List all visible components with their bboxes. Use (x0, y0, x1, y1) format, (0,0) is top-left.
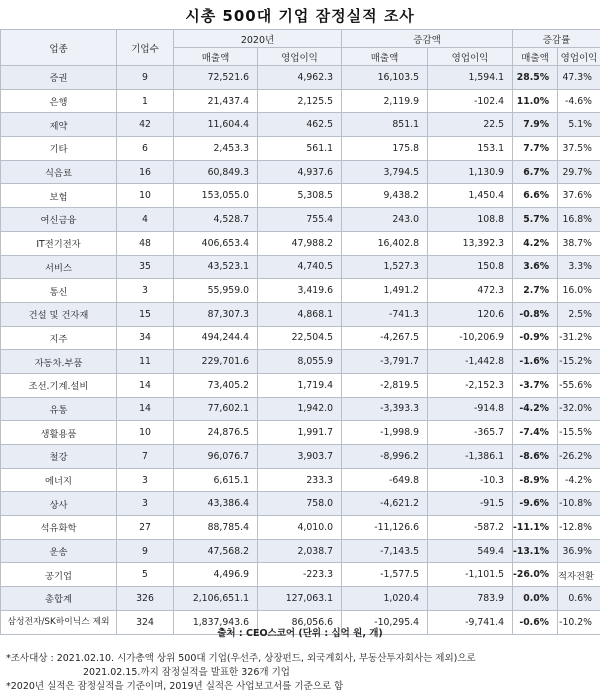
sales-cell: 24,876.5 (174, 421, 258, 445)
op-profit-cell: 561.1 (258, 137, 342, 161)
op-profit-cell: 5,308.5 (258, 184, 342, 208)
sales-cell: 4,496.9 (174, 563, 258, 587)
note-line-1: *조사대상 : 2021.02.10. 시가총액 상위 500대 기업(우선주, 상장펀드, 외국계회사, 부동산투자회사는 제외)으로 (6, 653, 476, 664)
count-cell: 11 (117, 350, 174, 374)
table-row (1, 231, 600, 255)
op-profit-cell: 1,991.7 (258, 421, 342, 445)
sales-change-cell: 243.0 (342, 208, 428, 232)
industry-cell: 철강 (1, 445, 117, 469)
sales-change-cell: 851.1 (342, 113, 428, 137)
table-row (1, 468, 600, 492)
op-profit-cell: -223.3 (258, 563, 342, 587)
op-profit-change-cell: -9,741.4 (428, 610, 513, 634)
sales-cell: 21,437.4 (174, 89, 258, 113)
table-row (1, 137, 600, 161)
sales-cell: 11,604.4 (174, 113, 258, 137)
sales-cell: 2,106,651.1 (174, 587, 258, 611)
count-cell: 6 (117, 137, 174, 161)
op-profit-cell: 2,125.5 (258, 89, 342, 113)
industry-cell: 여신금융 (1, 208, 117, 232)
header-industry: 업종 (1, 30, 117, 66)
op-profit-rate-cell: -10.8% (558, 492, 600, 516)
op-profit-cell: 86,056.6 (258, 610, 342, 634)
header-op-profit: 영업이익 (428, 48, 513, 66)
op-profit-cell: 2,038.7 (258, 539, 342, 563)
sales-rate-cell: -26.0% (513, 563, 558, 587)
sales-rate-cell: 4.2% (513, 231, 558, 255)
industry-cell: 삼성전자/SK하이닉스 제외 (1, 610, 117, 634)
industry-cell: 조선.기계.설비 (1, 373, 117, 397)
count-cell: 10 (117, 421, 174, 445)
op-profit-change-cell: -914.8 (428, 397, 513, 421)
op-profit-rate-cell: -55.6% (558, 373, 600, 397)
op-profit-cell: 127,063.1 (258, 587, 342, 611)
op-profit-change-cell: 120.6 (428, 302, 513, 326)
table-row (1, 160, 600, 184)
table-row (1, 66, 600, 90)
sales-rate-cell: -8.6% (513, 445, 558, 469)
header-sales: 매출액 (342, 48, 428, 66)
sales-cell: 2,453.3 (174, 137, 258, 161)
table-row (1, 302, 600, 326)
table-row (1, 516, 600, 540)
op-profit-change-cell: -1,442.8 (428, 350, 513, 374)
header-op-profit: 영업이익 (558, 48, 600, 66)
op-profit-change-cell: 1,450.4 (428, 184, 513, 208)
sales-cell: 494,244.4 (174, 326, 258, 350)
sales-cell: 153,055.0 (174, 184, 258, 208)
op-profit-cell: 755.4 (258, 208, 342, 232)
op-profit-rate-cell: -4.6% (558, 89, 600, 113)
op-profit-cell: 4,937.6 (258, 160, 342, 184)
op-profit-change-cell: 153.1 (428, 137, 513, 161)
table-row (1, 421, 600, 445)
industry-cell: 통신 (1, 279, 117, 303)
count-cell: 15 (117, 302, 174, 326)
sales-cell: 96,076.7 (174, 445, 258, 469)
sales-change-cell: 16,103.5 (342, 66, 428, 90)
sales-change-cell: -4,267.5 (342, 326, 428, 350)
op-profit-cell: 462.5 (258, 113, 342, 137)
op-profit-rate-cell: 5.1% (558, 113, 600, 137)
table-row (1, 492, 600, 516)
op-profit-cell: 4,962.3 (258, 66, 342, 90)
count-cell: 3 (117, 279, 174, 303)
note-line-3: *2020년 실적은 잠정실적을 기준이며, 2019년 실적은 사업보고서를 기준으로 함 (6, 681, 344, 692)
sales-rate-cell: -9.6% (513, 492, 558, 516)
sales-change-cell: -10,295.4 (342, 610, 428, 634)
count-cell: 35 (117, 255, 174, 279)
count-cell: 9 (117, 66, 174, 90)
op-profit-rate-cell: -15.2% (558, 350, 600, 374)
op-profit-cell: 4,010.0 (258, 516, 342, 540)
sales-change-cell: 16,402.8 (342, 231, 428, 255)
table-row (1, 113, 600, 137)
op-profit-change-cell: -587.2 (428, 516, 513, 540)
sales-rate-cell: -8.9% (513, 468, 558, 492)
sales-rate-cell: -7.4% (513, 421, 558, 445)
op-profit-cell: 3,903.7 (258, 445, 342, 469)
sales-change-cell: -649.8 (342, 468, 428, 492)
table-row (1, 184, 600, 208)
sales-change-cell: -7,143.5 (342, 539, 428, 563)
op-profit-change-cell: -365.7 (428, 421, 513, 445)
sales-cell: 72,521.6 (174, 66, 258, 90)
sales-change-cell: -741.3 (342, 302, 428, 326)
op-profit-cell: 8,055.9 (258, 350, 342, 374)
industry-cell: 지주 (1, 326, 117, 350)
op-profit-cell: 1,942.0 (258, 397, 342, 421)
sales-change-cell: 1,020.4 (342, 587, 428, 611)
table-row (1, 587, 600, 611)
op-profit-cell: 4,740.5 (258, 255, 342, 279)
op-profit-change-cell: -1,101.5 (428, 563, 513, 587)
results-table (0, 29, 600, 635)
op-profit-rate-cell: -26.2% (558, 445, 600, 469)
op-profit-rate-cell: 16.0% (558, 279, 600, 303)
count-cell: 14 (117, 397, 174, 421)
op-profit-change-cell: 783.9 (428, 587, 513, 611)
industry-cell: IT전기전자 (1, 231, 117, 255)
industry-cell: 증권 (1, 66, 117, 90)
op-profit-rate-cell: 29.7% (558, 160, 600, 184)
sales-change-cell: 1,491.2 (342, 279, 428, 303)
sales-change-cell: -3,791.7 (342, 350, 428, 374)
op-profit-rate-cell: 36.9% (558, 539, 600, 563)
industry-cell: 제약 (1, 113, 117, 137)
sales-rate-cell: 7.9% (513, 113, 558, 137)
industry-cell: 보험 (1, 184, 117, 208)
op-profit-change-cell: -2,152.3 (428, 373, 513, 397)
sales-rate-cell: 2.7% (513, 279, 558, 303)
sales-rate-cell: 6.6% (513, 184, 558, 208)
op-profit-cell: 233.3 (258, 468, 342, 492)
sales-change-cell: -2,819.5 (342, 373, 428, 397)
op-profit-rate-cell: -4.2% (558, 468, 600, 492)
header-year2020: 2020년 (174, 30, 342, 48)
sales-cell: 406,653.4 (174, 231, 258, 255)
op-profit-cell: 3,419.6 (258, 279, 342, 303)
sales-change-cell: -1,577.5 (342, 563, 428, 587)
page-title: 시총 500대 기업 잠정실적 조사 (185, 7, 415, 25)
sales-change-cell: 1,527.3 (342, 255, 428, 279)
industry-cell: 석유화학 (1, 516, 117, 540)
count-cell: 42 (117, 113, 174, 137)
sales-rate-cell: -0.6% (513, 610, 558, 634)
industry-cell: 기타 (1, 137, 117, 161)
sales-rate-cell: 11.0% (513, 89, 558, 113)
sales-change-cell: -8,996.2 (342, 445, 428, 469)
sales-cell: 87,307.3 (174, 302, 258, 326)
op-profit-rate-cell: 47.3% (558, 66, 600, 90)
header-change: 증감액 (342, 30, 513, 48)
op-profit-change-cell: 549.4 (428, 539, 513, 563)
table-row (1, 279, 600, 303)
sales-change-cell: -4,621.2 (342, 492, 428, 516)
op-profit-change-cell: 1,594.1 (428, 66, 513, 90)
industry-cell: 에너지 (1, 468, 117, 492)
op-profit-rate-cell: 38.7% (558, 231, 600, 255)
count-cell: 326 (117, 587, 174, 611)
op-profit-rate-cell: 37.5% (558, 137, 600, 161)
sales-rate-cell: 28.5% (513, 66, 558, 90)
count-cell: 4 (117, 208, 174, 232)
source-note: 출처 : CEO스코어 (단위 : 십억 원, 개) (217, 628, 383, 639)
op-profit-cell: 1,719.4 (258, 373, 342, 397)
sales-rate-cell: -0.8% (513, 302, 558, 326)
sales-cell: 6,615.1 (174, 468, 258, 492)
sales-cell: 55,959.0 (174, 279, 258, 303)
header-sales: 매출액 (513, 48, 558, 66)
count-cell: 10 (117, 184, 174, 208)
sales-rate-cell: -0.9% (513, 326, 558, 350)
sales-change-cell: 9,438.2 (342, 184, 428, 208)
op-profit-cell: 47,988.2 (258, 231, 342, 255)
sales-cell: 1,837,943.6 (174, 610, 258, 634)
count-cell: 3 (117, 468, 174, 492)
industry-cell: 생활용품 (1, 421, 117, 445)
op-profit-rate-cell: 3.3% (558, 255, 600, 279)
sales-rate-cell: -11.1% (513, 516, 558, 540)
sales-rate-cell: -1.6% (513, 350, 558, 374)
count-cell: 5 (117, 563, 174, 587)
sales-change-cell: 2,119.9 (342, 89, 428, 113)
count-cell: 34 (117, 326, 174, 350)
op-profit-change-cell: -1,386.1 (428, 445, 513, 469)
op-profit-rate-cell: -10.2% (558, 610, 600, 634)
op-profit-rate-cell: -31.2% (558, 326, 600, 350)
header-count: 기업수 (117, 30, 174, 66)
sales-cell: 4,528.7 (174, 208, 258, 232)
industry-cell: 식음료 (1, 160, 117, 184)
industry-cell: 건설 및 건자재 (1, 302, 117, 326)
sales-cell: 77,602.1 (174, 397, 258, 421)
sales-rate-cell: -4.2% (513, 397, 558, 421)
count-cell: 16 (117, 160, 174, 184)
count-cell: 1 (117, 89, 174, 113)
op-profit-change-cell: 108.8 (428, 208, 513, 232)
sales-cell: 60,849.3 (174, 160, 258, 184)
op-profit-change-cell: 13,392.3 (428, 231, 513, 255)
sales-change-cell: -1,998.9 (342, 421, 428, 445)
count-cell: 3 (117, 492, 174, 516)
op-profit-rate-cell: -15.5% (558, 421, 600, 445)
op-profit-rate-cell: -32.0% (558, 397, 600, 421)
sales-rate-cell: 7.7% (513, 137, 558, 161)
op-profit-change-cell: -10,206.9 (428, 326, 513, 350)
op-profit-change-cell: 472.3 (428, 279, 513, 303)
sales-change-cell: -11,126.6 (342, 516, 428, 540)
table-row (1, 397, 600, 421)
industry-cell: 은행 (1, 89, 117, 113)
op-profit-rate-cell: 2.5% (558, 302, 600, 326)
table-body (1, 66, 600, 635)
count-cell: 324 (117, 610, 174, 634)
op-profit-rate-cell: 16.8% (558, 208, 600, 232)
table-row (1, 255, 600, 279)
op-profit-change-cell: -102.4 (428, 89, 513, 113)
op-profit-cell: 4,868.1 (258, 302, 342, 326)
industry-cell: 자동차.부품 (1, 350, 117, 374)
op-profit-change-cell: -10.3 (428, 468, 513, 492)
sales-cell: 43,386.4 (174, 492, 258, 516)
table-row (1, 445, 600, 469)
sales-cell: 47,568.2 (174, 539, 258, 563)
sales-rate-cell: 0.0% (513, 587, 558, 611)
sales-rate-cell: 3.6% (513, 255, 558, 279)
sales-change-cell: -3,393.3 (342, 397, 428, 421)
sales-rate-cell: -13.1% (513, 539, 558, 563)
industry-cell: 서비스 (1, 255, 117, 279)
industry-cell: 공기업 (1, 563, 117, 587)
sales-rate-cell: 5.7% (513, 208, 558, 232)
header-sales: 매출액 (174, 48, 258, 66)
sales-rate-cell: 6.7% (513, 160, 558, 184)
op-profit-change-cell: 1,130.9 (428, 160, 513, 184)
header-op-profit: 영업이익 (258, 48, 342, 66)
op-profit-change-cell: 22.5 (428, 113, 513, 137)
op-profit-rate-cell: 37.6% (558, 184, 600, 208)
table-row (1, 208, 600, 232)
sales-cell: 229,701.6 (174, 350, 258, 374)
note-line-2: 2021.02.15.까지 잠정실적을 발표한 326개 기업 (83, 667, 290, 678)
sales-cell: 73,405.2 (174, 373, 258, 397)
sales-change-cell: 175.8 (342, 137, 428, 161)
count-cell: 14 (117, 373, 174, 397)
sales-rate-cell: -3.7% (513, 373, 558, 397)
op-profit-rate-cell: -12.8% (558, 516, 600, 540)
table-row (1, 373, 600, 397)
op-profit-cell: 22,504.5 (258, 326, 342, 350)
count-cell: 7 (117, 445, 174, 469)
industry-cell: 총합계 (1, 587, 117, 611)
table-row (1, 350, 600, 374)
op-profit-change-cell: 150.8 (428, 255, 513, 279)
industry-cell: 유통 (1, 397, 117, 421)
op-profit-cell: 758.0 (258, 492, 342, 516)
count-cell: 9 (117, 539, 174, 563)
table-row (1, 326, 600, 350)
sales-change-cell: 3,794.5 (342, 160, 428, 184)
op-profit-change-cell: -91.5 (428, 492, 513, 516)
count-cell: 27 (117, 516, 174, 540)
op-profit-rate-cell: 적자전환 (558, 563, 600, 587)
op-profit-rate-cell: 0.6% (558, 587, 600, 611)
table-row (1, 89, 600, 113)
sales-cell: 88,785.4 (174, 516, 258, 540)
industry-cell: 운송 (1, 539, 117, 563)
table-row (1, 539, 600, 563)
header-rate: 증감률 (513, 30, 600, 48)
count-cell: 48 (117, 231, 174, 255)
table-row (1, 563, 600, 587)
sales-cell: 43,523.1 (174, 255, 258, 279)
industry-cell: 상사 (1, 492, 117, 516)
